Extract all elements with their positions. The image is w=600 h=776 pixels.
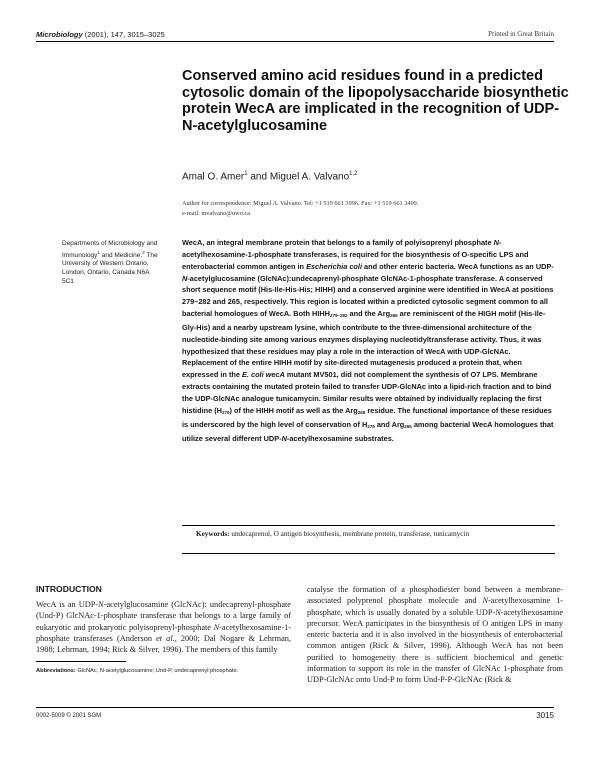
body-text: -acetylhexosamine-1-phosphate transferases (Anderson — [36, 622, 291, 643]
affil-text: Departments of Microbiology and Immunology — [62, 240, 158, 259]
body-italic: N — [213, 622, 220, 632]
body-italic: N — [495, 607, 501, 617]
correspondence-email: e-mail: mvalvano@uwo.ca — [182, 210, 251, 217]
citation: (2001), 147, 3015–3025 — [84, 30, 165, 39]
author-and: and — [247, 171, 270, 183]
abstract-italic: Escherichia coli — [306, 261, 362, 271]
abstract-text: and the Arg — [347, 309, 391, 319]
abstract-sub: 265 — [404, 423, 412, 429]
keywords-label: Keywords: — [196, 530, 230, 538]
abstract-sub: 265 — [390, 313, 398, 319]
affil-sup: 2 — [142, 249, 145, 255]
author-2-affil: 1,2 — [349, 171, 358, 177]
abstract-text: -acetylhexosamine-1-phosphate transferases, is required for the biosynthesis of O-specific LPS and enterobacterial common antigen in — [182, 238, 529, 271]
abstract-italic: N — [182, 273, 188, 283]
abstract — [182, 237, 555, 444]
keywords — [196, 530, 536, 540]
affil-sup: 1 — [97, 249, 100, 255]
journal-citation — [36, 30, 165, 39]
author-2: Miguel A. Valvano — [269, 171, 350, 183]
author-1: Amal O. Amer — [182, 171, 245, 183]
abbreviations-rule — [36, 661, 126, 662]
abstract-italic: E. coli wecA — [242, 370, 285, 380]
abstract-text: among bacterial WecA homologues that utilize several different UDP- — [182, 419, 554, 443]
abstract-sub: 279 — [221, 409, 230, 415]
abstract-text: mutant MV501, did not complement the synthesis of O7 LPS. Membrane extracts containing the mutated protein failed to transfer UDP-GlcNAc into a lipid-rich fraction and to bind the UDP-GlcNAc analogue tunicamycin. Similar results were obtained by individually replacing the first histidine (H — [182, 370, 552, 415]
body-italic: N — [98, 600, 104, 609]
abstract-sub: 265 — [357, 409, 366, 415]
keywords-rule-bottom — [182, 553, 555, 554]
author-1-affil: 1 — [244, 171, 248, 177]
issn-copyright: 0002-5009 © 2001 SGM — [36, 713, 102, 719]
body-italic: et al. — [156, 633, 175, 643]
intro-right-column — [307, 584, 563, 686]
abstract-text: -acetylhexosamine substrates. — [286, 433, 394, 443]
abstract-text: WecA, an integral membrane protein that belongs to a family of polyisoprenyl phosphate — [182, 238, 494, 247]
keywords-rule-top — [182, 525, 555, 526]
body-italic: N — [482, 596, 488, 606]
body-text: -acetylhexosamine 1-phosphate, which is usually donated by a soluble UDP- — [307, 596, 563, 617]
abstract-text: and other enteric bacteria. WecA functions as an UDP- — [361, 261, 554, 271]
affiliation — [62, 240, 162, 286]
abstract-italic: N — [281, 433, 287, 443]
journal-name: Microbiology — [36, 30, 83, 39]
affil-text: The University of Western Ontario, London, Ontario, Canada N6A 5C1 — [62, 251, 158, 285]
abstract-sub: 279–282 — [329, 313, 348, 319]
keywords-text: undecaprenol, O antigen biosynthesis, membrane protein, transferase, tunicamycin — [229, 530, 470, 538]
header-rule — [36, 41, 554, 42]
body-text: , 2000; Dal Nogare & Lehrman, 1988; Lehrman, 1994; Rick & Silver, 1996). The members of this family — [36, 633, 291, 655]
correspondence-line: Author for correspondence: Miguel A. Valvano. Tel: +1 519 661 3996. Fax: +1 519 661 3499. — [182, 200, 419, 207]
abbreviations-label: Abbreviations: — [36, 668, 76, 674]
body-text: -acetylglucosamine (GlcNAc): undecaprenyl-phosphate (Und-P) GlcNAc-1-phosphate transferase that belongs to a large family of eukaryotic and prokaryotic polyisoprenyl-phosphate — [36, 600, 291, 632]
abstract-text: and Arg — [374, 419, 405, 429]
body-text: -acetylhexosamine precursor. WecA participates in the biosynthesis of O antigen LPS in many enteric bacteria and it is also involved in the biosynthesis of enterobacterial common antigen (Rick & Silver, 1996). Although WecA has not been purified to homogeneity there is sufficient biochemical and genetic information to support its role in the transfer of GlcNAc 1-phosphate from UDP-GlcNAc onto Und-P to form Und-P-P-GlcNAc (Rick & — [307, 607, 563, 685]
intro-left-column — [36, 599, 291, 655]
affil-text: and Medicine, — [99, 251, 143, 259]
abstract-text: residue. The functional importance of these residues is underscored by the high level of conservation of H — [182, 405, 552, 429]
footer-rule — [36, 707, 554, 708]
abstract-text: are reminiscent of the HIGH motif (His-Ile-Gly-His) and a nearby upstream lysine, which contribute to the three-dimensional architecture of the nucleotide-binding site among various enzymes displaying nucleotidyltransferase activity. Thus, it was hypothesized that these residues may play a role in the interaction of WecA with UDP-GlcNAc. Replacement of the entire HIHH motif by site-directed mutagenesis produced a protein that, when expressed in the — [182, 309, 546, 380]
abstract-text: -acetylglucosamine (GlcNAc):undecaprenyl-phosphate GlcNAc-1-phosphate transferase. A conserved short sequence motif (His-Ile-His-His; HIHH) and a conserved arginine were identified in WecA at positions 279–282 and 265, respectively. This region is located within a predicted cytosolic segment common to all bacterial homologues of WecA. Both HIHH — [182, 273, 554, 319]
abstract-sub: 279 — [367, 423, 375, 429]
section-heading: INTRODUCTION — [36, 584, 102, 594]
body-text: catalyse the formation of a phosphodiester bond between a membrane-associated polyprenol phosphate molecule and — [307, 585, 563, 606]
abstract-text: ) of the HIHH motif as well as the Arg — [229, 405, 358, 415]
correspondence — [182, 199, 418, 219]
printed-note: Printed in Great Britain — [488, 30, 554, 38]
body-text: WecA is an UDP- — [36, 600, 99, 609]
article-title: Conserved amino acid residues found in a predicted cytosolic domain of the lipopolysaccharide biosynthetic protein WecA are implicated in the recognition of UDP-N-acetylglucosamine — [182, 68, 569, 134]
abbreviations — [36, 666, 291, 676]
author-list — [182, 171, 358, 182]
abbreviations-text: GlcNAc, N-acetylglucosamine; Und-P, undecaprenyl phosphate. — [75, 668, 239, 674]
abstract-italic: N — [493, 238, 499, 247]
page-number: 3015 — [536, 711, 554, 720]
